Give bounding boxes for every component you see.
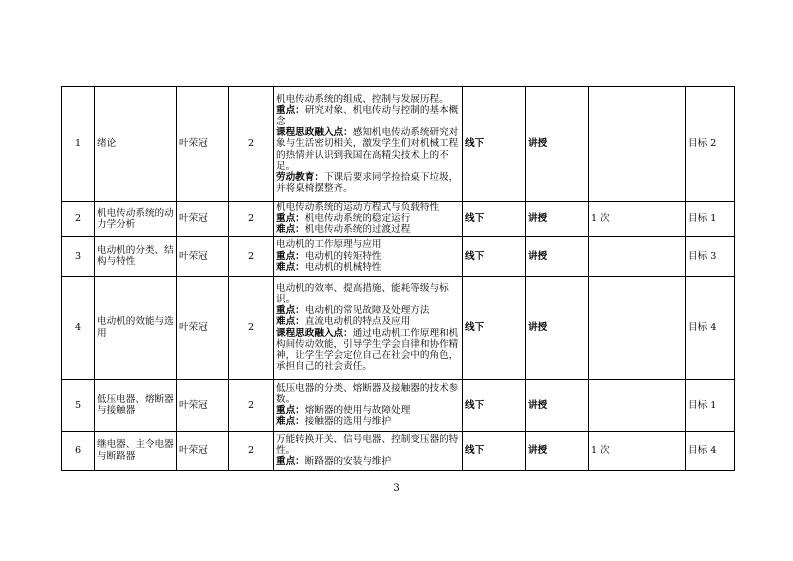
teaching-method: 讲授 bbox=[526, 276, 589, 379]
content-text: 电动机的效率、提高措施、能耗等级与标识。 bbox=[276, 282, 449, 305]
content-label: 重点： bbox=[276, 104, 305, 116]
teaching-content bbox=[274, 379, 463, 431]
table-row bbox=[62, 276, 735, 379]
teacher-name: 叶荣冠 bbox=[177, 87, 229, 202]
content-text: 直流电动机的特点及应用 bbox=[304, 316, 411, 328]
content-line bbox=[276, 251, 460, 262]
class-hours: 2 bbox=[229, 276, 274, 379]
course-goal: 目标 1 bbox=[686, 379, 735, 431]
content-label: 重点： bbox=[276, 250, 305, 262]
content-text: 感知机电传动系统研究对象与生活密切相关，激发学生们对机械工程的热情并认识到我国在高精尖技术上的不足。 bbox=[276, 127, 459, 172]
content-label: 劳动教育： bbox=[276, 172, 324, 183]
course-goal: 目标 2 bbox=[686, 87, 735, 202]
content-label: 重点： bbox=[276, 213, 305, 225]
assignment-count bbox=[589, 236, 686, 276]
content-text: 电动机的机械特性 bbox=[304, 261, 382, 273]
table-row bbox=[62, 236, 735, 276]
teacher-name: 叶荣冠 bbox=[177, 379, 229, 431]
course-schedule-table bbox=[61, 86, 735, 471]
content-label: 难点： bbox=[276, 416, 305, 428]
teaching-content bbox=[274, 276, 463, 379]
row-number: 4 bbox=[62, 276, 95, 379]
content-line bbox=[276, 172, 460, 194]
content-label: 重点： bbox=[276, 305, 305, 317]
content-text: 熔断器的使用与故障处理 bbox=[304, 405, 411, 417]
assignment-count: 1 次 bbox=[589, 431, 686, 470]
content-line bbox=[276, 416, 460, 427]
assignment-count bbox=[589, 87, 686, 202]
content-text: 下课后要求同学捡拾桌下垃圾，并将桌椅摆整齐。 bbox=[276, 172, 459, 195]
content-label: 课程思政融入点： bbox=[276, 327, 353, 339]
content-line bbox=[276, 105, 460, 127]
content-text: 低压电器的分类、熔断器及接触器的技术参数。 bbox=[276, 382, 459, 405]
content-text: 机电传动系统的过渡过程 bbox=[304, 224, 411, 236]
class-hours: 2 bbox=[229, 379, 274, 431]
row-number: 3 bbox=[62, 236, 95, 276]
assignment-count: 1 次 bbox=[589, 202, 686, 237]
content-text: 电动机的工作原理与应用 bbox=[276, 239, 382, 251]
content-line bbox=[276, 213, 460, 224]
row-number: 5 bbox=[62, 379, 95, 431]
content-line bbox=[276, 328, 460, 373]
content-line bbox=[276, 456, 460, 467]
table-row bbox=[62, 202, 735, 237]
course-goal: 目标 1 bbox=[686, 202, 735, 237]
content-text: 研究对象、机电传动与控制的基本概念 bbox=[276, 104, 459, 127]
content-label: 重点： bbox=[276, 405, 305, 417]
teaching-mode: 线下 bbox=[463, 236, 526, 276]
assignment-count bbox=[589, 379, 686, 431]
content-line bbox=[276, 316, 460, 327]
teaching-method: 讲授 bbox=[526, 236, 589, 276]
teacher-name: 叶荣冠 bbox=[177, 431, 229, 470]
teaching-method: 讲授 bbox=[526, 202, 589, 237]
class-hours: 2 bbox=[229, 431, 274, 470]
chapter-title: 低压电器、熔断器与接触器 bbox=[95, 379, 177, 431]
table-body bbox=[62, 87, 735, 471]
content-line bbox=[276, 202, 460, 213]
content-line bbox=[276, 239, 460, 250]
content-line bbox=[276, 94, 460, 105]
table-row bbox=[62, 87, 735, 202]
teaching-mode: 线下 bbox=[463, 87, 526, 202]
content-line bbox=[276, 127, 460, 172]
teaching-content bbox=[274, 87, 463, 202]
content-label: 难点： bbox=[276, 316, 305, 328]
row-number: 2 bbox=[62, 202, 95, 237]
content-line bbox=[276, 262, 460, 273]
content-line bbox=[276, 434, 460, 456]
class-hours: 2 bbox=[229, 87, 274, 202]
content-text: 机电传动系统的稳定运行 bbox=[304, 213, 411, 225]
content-label: 难点： bbox=[276, 261, 305, 273]
content-label: 课程思政融入点： bbox=[276, 127, 353, 139]
chapter-title: 绪论 bbox=[95, 87, 177, 202]
course-goal: 目标 4 bbox=[686, 431, 735, 470]
teacher-name: 叶荣冠 bbox=[177, 236, 229, 276]
content-label: 重点： bbox=[276, 456, 305, 468]
class-hours: 2 bbox=[229, 202, 274, 237]
teaching-mode: 线下 bbox=[463, 276, 526, 379]
page-number: 3 bbox=[393, 483, 400, 494]
chapter-title: 继电器、主令电器与断路器 bbox=[95, 431, 177, 470]
teaching-content bbox=[274, 431, 463, 470]
chapter-title: 电动机的效能与选用 bbox=[95, 276, 177, 379]
teaching-mode: 线下 bbox=[463, 431, 526, 470]
class-hours: 2 bbox=[229, 236, 274, 276]
course-goal: 目标 4 bbox=[686, 276, 735, 379]
chapter-title: 电动机的分类、结构与特性 bbox=[95, 236, 177, 276]
content-text: 电动机的常见故障及处理方法 bbox=[304, 305, 430, 317]
content-line bbox=[276, 383, 460, 405]
teaching-content bbox=[274, 236, 463, 276]
content-text: 接触器的选用与维护 bbox=[304, 416, 392, 428]
teacher-name: 叶荣冠 bbox=[177, 276, 229, 379]
content-text: 通过电动机工作原理和机构间传动效能，引导学生学会自律和协作精神，让学生学会定位自己在社会中的角色，承担自己的社会责任。 bbox=[276, 327, 459, 373]
content-line bbox=[276, 224, 460, 235]
row-number: 6 bbox=[62, 431, 95, 470]
content-text: 机电传动系统的组成、控制与发展历程。 bbox=[276, 93, 449, 105]
chapter-title: 机电传动系统的动力学分析 bbox=[95, 202, 177, 237]
assignment-count bbox=[589, 276, 686, 379]
content-text: 万能转换开关、信号电器、控制变压器的特性。 bbox=[276, 433, 459, 456]
row-number: 1 bbox=[62, 87, 95, 202]
teaching-method: 讲授 bbox=[526, 379, 589, 431]
content-label: 难点： bbox=[276, 224, 305, 236]
teaching-mode: 线下 bbox=[463, 202, 526, 237]
content-text: 机电传动系统的运动方程式与负载特性 bbox=[276, 202, 440, 213]
content-text: 断路器的安装与维护 bbox=[304, 456, 392, 468]
teaching-content bbox=[274, 202, 463, 237]
content-line bbox=[276, 305, 460, 316]
teaching-method: 讲授 bbox=[526, 431, 589, 470]
table-row bbox=[62, 379, 735, 431]
table-row bbox=[62, 431, 735, 470]
teacher-name: 叶荣冠 bbox=[177, 202, 229, 237]
course-goal: 目标 3 bbox=[686, 236, 735, 276]
content-text: 电动机的转矩特性 bbox=[304, 250, 382, 262]
teaching-method: 讲授 bbox=[526, 87, 589, 202]
content-line bbox=[276, 283, 460, 305]
teaching-mode: 线下 bbox=[463, 379, 526, 431]
content-line bbox=[276, 405, 460, 416]
